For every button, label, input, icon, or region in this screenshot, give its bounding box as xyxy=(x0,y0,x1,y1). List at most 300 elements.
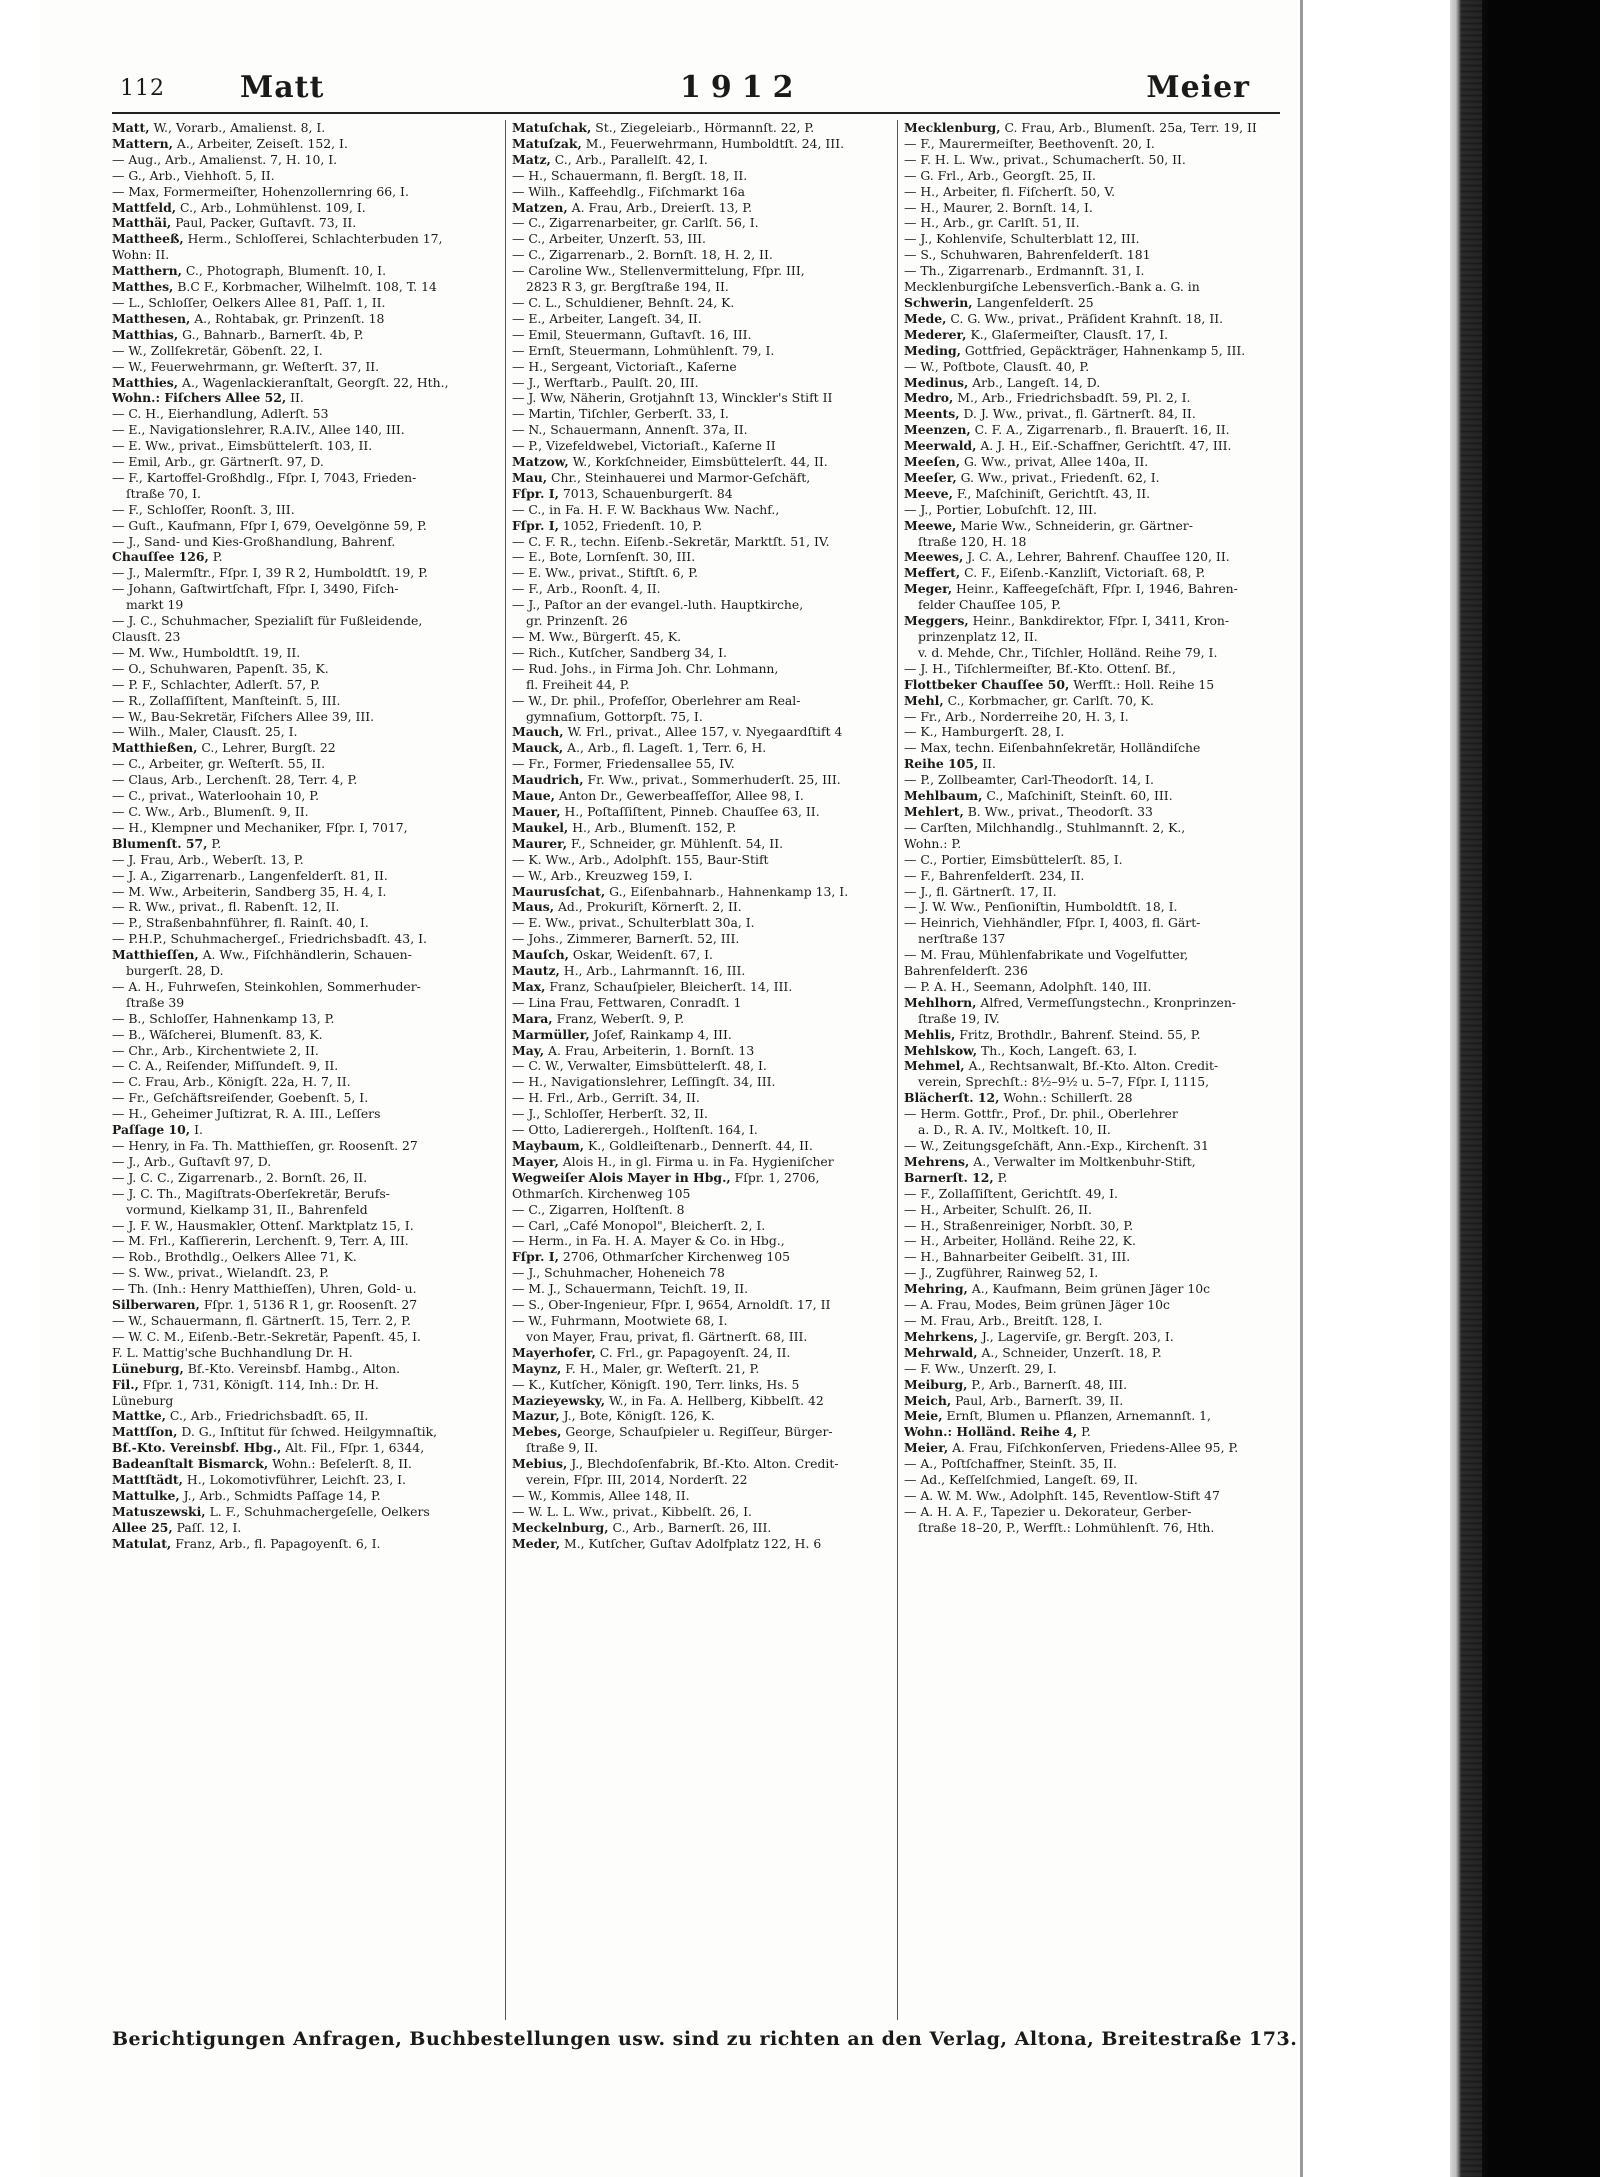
directory-entry: — E. Ww., privat., Stiftſt. 6, P. xyxy=(512,565,698,581)
directory-entry: — A. Frau, Modes, Beim grünen Jäger 10c xyxy=(904,1297,1170,1313)
directory-entry: Matz, C., Arb., Parallelſt. 42, I. xyxy=(512,151,708,167)
directory-entry: — J., fl. Gärtnerſt. 17, II. xyxy=(904,883,1057,899)
directory-entry: Meier, A. Frau, Fiſchkonſerven, Friedens-Allee 95, P. xyxy=(904,1440,1239,1456)
entry-surname: Matthern, xyxy=(112,263,182,279)
directory-entry: — C. H., Eierhandlung, Adlerſt. 53 xyxy=(112,406,329,422)
directory-entry: — P., Zollbeamter, Carl-Theodorſt. 14, I. xyxy=(904,772,1154,788)
directory-entry: — Otto, Ladierergeh., Holſtenſt. 164, I. xyxy=(512,1122,758,1138)
directory-entry: — F., Bahrenfelderſt. 234, II. xyxy=(904,867,1085,883)
directory-entry: — P. A. H., Seemann, Adolphſt. 140, III. xyxy=(904,978,1152,994)
directory-entry: — Claus, Arb., Lerchenſt. 28, Terr. 4, P. xyxy=(112,772,358,788)
directory-entry: — R. Ww., privat., fl. Rabenſt. 12, II. xyxy=(112,899,340,915)
entry-surname: Chauſſee 126, xyxy=(112,549,209,565)
directory-entry: Mehmel, A., Rechtsanwalt, Bf.-Kto. Alton. Credit- xyxy=(904,1058,1219,1074)
entry-surname: Meggers, xyxy=(904,613,969,629)
directory-entry: — O., Schuhwaren, Papenſt. 35, K. xyxy=(112,660,329,676)
directory-entry: Matuſchak, St., Ziegeleiarb., Hörmannſt. 22, P. xyxy=(512,120,815,135)
directory-entry: — C. Frau, Arb., Königſt. 22a, H. 7, II. xyxy=(112,1074,351,1090)
directory-entry: — C., Portier, Eimsbüttelerſt. 85, I. xyxy=(904,851,1123,867)
entry-surname: Mede, xyxy=(904,310,947,326)
entry-surname: Matthäi, xyxy=(112,215,172,231)
entry-surname: Meents, xyxy=(904,406,960,422)
directory-entry: Medinus, Arb., Langeſt. 14, D. xyxy=(904,374,1101,390)
directory-entry: markt 19 xyxy=(126,597,184,613)
directory-entry: — G. Frl., Arb., Georgſt. 25, II. xyxy=(904,167,1096,183)
directory-entry: — P. F., Schlachter, Adlerſt. 57, P. xyxy=(112,676,320,692)
directory-entry: Mazieyewsky, W., in Fa. A. Hellberg, Kibbelſt. 42 xyxy=(512,1392,824,1408)
directory-entry: F. L. Mattig'sche Buchhandlung Dr. H. xyxy=(112,1344,353,1360)
directory-entry: — Caroline Ww., Stellenvermittelung, Fſpr. III, xyxy=(512,263,805,279)
directory-entry: — H., Klempner und Mechaniker, Fſpr. I, 7017, xyxy=(112,819,408,835)
directory-entry: Maurer, F., Schneider, gr. Mühlenſt. 54, II. xyxy=(512,835,784,851)
directory-entry: — W., Schauermann, fl. Gärtnerſt. 15, Terr. 2, P. xyxy=(112,1312,411,1328)
entry-surname: Barnerſt. 12, xyxy=(904,1169,994,1185)
entry-surname: Schwerin, xyxy=(904,294,973,310)
directory-entry: Paſſage 10, I. xyxy=(112,1122,203,1138)
directory-entry: — S., Schuhwaren, Bahrenfelderſt. 181 xyxy=(904,247,1151,263)
directory-entry: 2823 R 3, gr. Bergſtraße 194, II. xyxy=(526,279,729,295)
directory-entry: Badeanſtalt Bismarck, Wohn.: Beſelerſt. 8, II. xyxy=(112,1456,412,1472)
directory-entry: — P., Vizefeldwebel, Victoriaſt., Kaſerne II xyxy=(512,438,776,454)
entry-surname: Meeſen, xyxy=(904,454,961,470)
directory-entry: — C., Zigarren, Holſtenſt. 8 xyxy=(512,1201,685,1217)
directory-entry: Maybaum, K., Goldleiſtenarb., Dennerſt. 44, II. xyxy=(512,1138,813,1153)
directory-entry: — H., Arb., gr. Carlſt. 51, II. xyxy=(904,215,1080,231)
entry-surname: Meewes, xyxy=(904,549,964,565)
directory-entry: gymnaſium, Gottorpſt. 75, I. xyxy=(526,708,703,724)
directory-entry: — C. A., Reiſender, Miſſundeſt. 9, II. xyxy=(112,1058,339,1074)
directory-entry: — J. A., Zigarrenarb., Langenfelderſt. 81, II. xyxy=(112,867,388,883)
directory-entry: Matzow, W., Korkſchneider, Eimsbüttelerſt. 44, II. xyxy=(512,454,828,470)
directory-entry: — H., Bahnarbeiter Geibelſt. 31, III. xyxy=(904,1249,1131,1265)
directory-entry: — Ad., Keſſelſchmied, Langeſt. 69, II. xyxy=(904,1472,1138,1488)
directory-entry: — S. Ww., privat., Wielandſt. 23, P. xyxy=(112,1265,329,1281)
entry-surname: Blumenſt. 57, xyxy=(112,835,208,851)
directory-entry: — J. F. W., Hausmakler, Ottenſ. Marktplatz 15, I. xyxy=(112,1217,414,1233)
directory-entry: — M. Frau, Arb., Breitſt. 128, I. xyxy=(904,1312,1103,1328)
entry-surname: Mazieyewsky, xyxy=(512,1392,606,1408)
directory-entry: — M. Ww., Humboldtſt. 19, II. xyxy=(112,644,301,660)
directory-entry: Meewes, J. C. A., Lehrer, Bahrenf. Chauſſee 120, II. xyxy=(904,549,1230,565)
directory-entry: Maudrich, Fr. Ww., privat., Sommerhuderſt. 25, III. xyxy=(512,772,841,788)
directory-entry: — Aug., Arb., Amalienst. 7, H. 10, I. xyxy=(112,151,338,167)
directory-entry: Meenzen, C. F. A., Zigarrenarb., fl. Brauerſt. 16, II. xyxy=(904,422,1230,438)
column-2 xyxy=(505,120,889,2020)
directory-entry: — G., Arb., Viehhoſt. 5, II. xyxy=(112,167,275,183)
directory-entry: — H., Arbeiter, Holländ. Reihe 22, K. xyxy=(904,1233,1136,1249)
directory-entry: — Johs., Zimmerer, Barnerſt. 52, III. xyxy=(512,931,740,947)
entry-surname: Mederer, xyxy=(904,326,967,342)
entry-surname: Meewe, xyxy=(904,517,957,533)
entry-surname: Medinus, xyxy=(904,374,969,390)
entry-surname: Matulat, xyxy=(112,1535,172,1551)
directory-entry: — Th. (Inh.: Henry Matthieſſen), Uhren, Gold- u. xyxy=(112,1281,417,1297)
directory-entry: burgerſt. 28, D. xyxy=(126,963,224,979)
directory-entry: Mazur, J., Bote, Königſt. 126, K. xyxy=(512,1408,715,1424)
entry-surname: Marmüller, xyxy=(512,1026,590,1042)
directory-entry: Meeſer, G. Ww., privat., Friedenſt. 62, I. xyxy=(904,469,1160,485)
entry-surname: Maudrich, xyxy=(512,772,584,788)
entry-surname: Mattſtädt, xyxy=(112,1472,183,1488)
directory-entry: — A., Poſtſchaffner, Steinſt. 35, II. xyxy=(904,1456,1117,1472)
directory-entry: Mautz, H., Arb., Lahrmannſt. 16, III. xyxy=(512,963,746,979)
directory-entry: Bahrenfelderſt. 236 xyxy=(904,963,1028,979)
entry-surname: Mazur, xyxy=(512,1408,560,1424)
directory-entry: Matt, W., Vorarb., Amalienst. 8, I. xyxy=(112,120,326,135)
column-3 xyxy=(897,120,1281,2020)
directory-entry: — J. H., Tiſchlermeiſter, Bf.-Kto. Ottenſ. Bf., xyxy=(904,660,1176,676)
entry-surname: Meckelnburg, xyxy=(512,1519,609,1535)
header-right-word: Meier xyxy=(1146,70,1250,105)
directory-entry: Medro, M., Arb., Friedrichsbadſt. 59, Pl. 2, I. xyxy=(904,390,1191,406)
entry-surname: Matuszewski, xyxy=(112,1503,206,1519)
directory-entry: Mauch, W. Frl., privat., Allee 157, v. Nyegaardſtift 4 xyxy=(512,724,843,740)
directory-entry: — F., Arb., Roonſt. 4, II. xyxy=(512,581,661,597)
directory-entry: — Martin, Tiſchler, Gerberſt. 33, I. xyxy=(512,406,729,422)
directory-entry: — F., Maurermeiſter, Beethovenſt. 20, I. xyxy=(904,135,1155,151)
directory-entry: — M. Frl., Kaſſiererin, Lerchenſt. 9, Terr. A, III. xyxy=(112,1233,409,1249)
entry-surname: Mara, xyxy=(512,1010,553,1026)
directory-entry: Mebes, George, Schauſpieler u. Regiſſeur, Bürger- xyxy=(512,1424,833,1440)
directory-entry: Maurusſchat, G., Eiſenbahnarb., Hahnenkamp 13, I. xyxy=(512,883,849,899)
directory-entry: Bf.-Kto. Vereinsbf. Hbg., Alt. Fil., Fſpr. 1, 6344, xyxy=(112,1440,425,1456)
directory-entry: Mehlis, Fritz, Brothdlr., Bahrenf. Steind. 55, P. xyxy=(904,1026,1201,1042)
directory-entry: — H., Straßenreiniger, Norbſt. 30, P. xyxy=(904,1217,1134,1233)
directory-entry: Matulat, Franz, Arb., fl. Papagoyenſt. 6, I. xyxy=(112,1535,381,1551)
directory-entry: — Henry, in Fa. Th. Matthieſſen, gr. Roosenſt. 27 xyxy=(112,1138,418,1153)
directory-entry: — Carſten, Milchhandlg., Stuhlmannſt. 2, K., xyxy=(904,819,1186,835)
entry-surname: Mehl, xyxy=(904,692,944,708)
entry-surname: Matthießen, xyxy=(112,740,198,756)
directory-entry: gr. Prinzenſt. 26 xyxy=(526,613,628,629)
entry-surname: Mecklenburg, xyxy=(904,120,1001,135)
directory-entry: Maukel, H., Arb., Blumenſt. 152, P. xyxy=(512,819,737,835)
directory-entry: — W., Kommis, Allee 148, II. xyxy=(512,1487,690,1503)
directory-entry: Meggers, Heinr., Bankdirektor, Fſpr. I, 3411, Kron- xyxy=(904,613,1230,629)
entry-surname: Maukel, xyxy=(512,819,569,835)
entry-surname: Mebes, xyxy=(512,1424,562,1440)
directory-entry: — Guſt., Kaufmann, Fſpr I, 679, Oevelgönne 59, P. xyxy=(112,517,427,533)
entry-surname: Fſpr. I, xyxy=(512,485,559,501)
entry-surname: Bf.-Kto. Vereinsbf. Hbg., xyxy=(112,1440,282,1456)
directory-entry: Lüneburg xyxy=(112,1392,174,1408)
directory-entry: — K. Ww., Arb., Adolphſt. 155, Baur-Stift xyxy=(512,851,769,867)
column-1 xyxy=(112,120,495,2020)
entry-surname: Reihe 105, xyxy=(904,756,979,772)
directory-entry: nerſtraße 137 xyxy=(918,931,1006,947)
entry-surname: Mehlhorn, xyxy=(904,994,977,1010)
directory-entry: prinzenplatz 12, II. xyxy=(918,629,1038,644)
entry-surname: Mattſſon, xyxy=(112,1424,178,1440)
directory-entry: Matuſzak, M., Feuerwehrmann, Humboldtſt. 24, III. xyxy=(512,135,845,151)
directory-entry: — A. W. M. Ww., Adolphſt. 145, Reventlow-Stift 47 xyxy=(904,1487,1220,1503)
directory-entry: — C., Arbeiter, gr. Weſterſt. 55, II. xyxy=(112,756,326,772)
directory-entry: Matthes, B.C F., Korbmacher, Wilhelmſt. 108, T. 14 xyxy=(112,279,437,295)
entry-surname: Matthes, xyxy=(112,279,174,295)
entry-surname: Meffert, xyxy=(904,565,961,581)
directory-entry: — W., Zollſekretär, Göbenſt. 22, I. xyxy=(112,342,323,358)
directory-entry: Wohn.: P. xyxy=(904,835,962,851)
directory-entry: — Max, Formermeiſter, Hohenzollernring 66, I. xyxy=(112,183,409,199)
directory-entry: v. d. Mehde, Chr., Tiſchler, Holländ. Reihe 79, I. xyxy=(918,644,1218,660)
directory-entry: — J., Kohlenviſe, Schulterblatt 12, III. xyxy=(904,231,1140,247)
directory-entry: Maue, Anton Dr., Gewerbeaſſeſſor, Allee 98, I. xyxy=(512,788,804,804)
directory-entry: Mehlskow, Th., Koch, Langeſt. 63, I. xyxy=(904,1042,1138,1058)
directory-entry: — J., Schloſſer, Herberſt. 32, II. xyxy=(512,1106,708,1122)
directory-entry: — J. Frau, Arb., Weberſt. 13, P. xyxy=(112,851,304,867)
directory-entry: — C. Ww., Arb., Blumenſt. 9, II. xyxy=(112,803,309,819)
directory-entry: Wohn.: Fiſchers Allee 52, II. xyxy=(112,390,304,406)
directory-entry: Meeſen, G. Ww., privat, Allee 140a, II. xyxy=(904,454,1149,470)
directory-entry: — Rob., Brothdlg., Oelkers Allee 71, K. xyxy=(112,1249,357,1265)
directory-entry: Matthießen, C., Lehrer, Burgſt. 22 xyxy=(112,740,336,756)
directory-entry: — W., Poſtbote, Clausſt. 40, P. xyxy=(904,358,1090,374)
directory-entry: — F., Zollaſſiſtent, Gerichtſt. 49, I. xyxy=(904,1185,1118,1201)
scan-edge-strip xyxy=(1460,0,1482,2177)
directory-entry: Matzen, A. Frau, Arb., Dreierſt. 13, P. xyxy=(512,199,753,215)
directory-entry: — F. Ww., Unzerſt. 29, I. xyxy=(904,1360,1057,1376)
directory-entry: — E. Ww., privat., Eimsbüttelerſt. 103, II. xyxy=(112,438,373,454)
directory-entry: — C., in Fa. H. F. W. Backhaus Ww. Nachf., xyxy=(512,501,780,517)
directory-entry: — E., Bote, Lornſenſt. 30, III. xyxy=(512,549,696,565)
entry-surname: Mattern, xyxy=(112,135,173,151)
directory-entry: — C. F. R., techn. Eiſenb.-Sekretär, Marktſt. 51, IV. xyxy=(512,533,830,549)
directory-entry: — J. Ww, Näherin, Grotjahnſt 13, Winckler's Stift II xyxy=(512,390,833,406)
directory-entry: — H., Navigationslehrer, Leſſingſt. 34, III. xyxy=(512,1074,776,1090)
directory-entry: — Johann, Gaſtwirtſchaft, Fſpr. I, 3490, Fiſch- xyxy=(112,581,399,597)
entry-surname: Fil., xyxy=(112,1376,139,1392)
directory-entry: Mehlhorn, Alfred, Vermeſſungstechn., Kronprinzen- xyxy=(904,994,1236,1010)
directory-entry: — A. H., Fuhrweſen, Steinkohlen, Sommerhuder- xyxy=(112,978,421,994)
directory-entry: — W., Fuhrmann, Mootwiete 68, I. xyxy=(512,1312,728,1328)
directory-entry: Mau, Chr., Steinhauerei und Marmor-Geſchäft, xyxy=(512,469,811,485)
directory-entry: Chauſſee 126, P. xyxy=(112,549,223,565)
entry-surname: Matuſchak, xyxy=(512,120,592,135)
entry-surname: Matzow, xyxy=(512,454,569,470)
entry-surname: Mautz, xyxy=(512,963,560,979)
entry-surname: Meeve, xyxy=(904,485,953,501)
directory-entry: — H. Frl., Arb., Gerriſt. 34, II. xyxy=(512,1090,700,1106)
directory-entry: felder Chauſſee 105, P. xyxy=(918,597,1061,613)
directory-entry: Max, Franz, Schauſpieler, Bleicherſt. 14, III. xyxy=(512,978,793,994)
entry-surname: Mehmel, xyxy=(904,1058,965,1074)
directory-entry: Matthies, A., Wagenlackieranſtalt, Georgſt. 22, Hth., xyxy=(112,374,449,390)
directory-entry: Mayer, Alois H., in gl. Firma u. in Fa. Hygieniſcher xyxy=(512,1153,834,1169)
directory-entry: Lüneburg, Bf.-Kto. Vereinsbf. Hambg., Alton. xyxy=(112,1360,401,1376)
entry-surname: Mebius, xyxy=(512,1456,568,1472)
directory-entry: — Heinrich, Viehhändler, Fſpr. I, 4003, fl. Gärt- xyxy=(904,915,1201,931)
directory-entry: — J. W. Ww., Penſioniſtin, Humboldtſt. 18, I. xyxy=(904,899,1178,915)
directory-entry: Mauer, H., Poſtaſſiſtent, Pinneb. Chauſſee 63, II. xyxy=(512,803,820,819)
directory-entry: — K., Kutſcher, Königſt. 190, Terr. links, Hs. 5 xyxy=(512,1376,800,1392)
entry-surname: Mattfeld, xyxy=(112,199,177,215)
directory-entry: a. D., R. A. IV., Moltkeſt. 10, II. xyxy=(918,1122,1111,1138)
entry-surname: Mehlbaum, xyxy=(904,788,983,804)
directory-entry: — Fr., Former, Friedensallee 55, IV. xyxy=(512,756,735,772)
directory-entry: Othmarſch. Kirchenweg 105 xyxy=(512,1185,691,1201)
directory-entry: Maynz, F. H., Maler, gr. Weſterſt. 21, P. xyxy=(512,1360,760,1376)
entry-surname: Mattke, xyxy=(112,1408,166,1424)
directory-entry: — F., Kartoffel-Großhdlg., Fſpr. I, 7043, Frieden- xyxy=(112,469,417,485)
entry-surname: Meding, xyxy=(904,342,961,358)
entry-surname: Meich, xyxy=(904,1392,952,1408)
directory-entry: Clausſt. 23 xyxy=(112,629,181,644)
directory-entry: — R., Zollaſſiſtent, Manſteinſt. 5, III. xyxy=(112,692,341,708)
directory-entry: — B., Wäſcherei, Blumenſt. 83, K. xyxy=(112,1026,323,1042)
directory-entry: Mattheeß, Herm., Schloſſerei, Schlachterbuden 17, xyxy=(112,231,443,247)
entry-surname: Meerwald, xyxy=(904,438,977,454)
entry-surname: Meie, xyxy=(904,1408,943,1424)
directory-entry: — Fr., Geſchäftsreiſender, Goebenſt. 5, I. xyxy=(112,1090,369,1106)
directory-entry: — Wilh., Kaffeehdlg., Fiſchmarkt 16a xyxy=(512,183,746,199)
directory-entry: Mehrkens, J., Lagerviſe, gr. Bergſt. 203, I. xyxy=(904,1328,1174,1344)
directory-entry: — J. C., Schuhmacher, Spezialiſt für Fußleidende, xyxy=(112,613,423,629)
directory-entry: Mede, C. G. Ww., privat., Präſident Krahnſt. 18, II. xyxy=(904,310,1224,326)
directory-entry: — J., Portier, Lobuſchſt. 12, III. xyxy=(904,501,1097,517)
entry-surname: Mattheeß, xyxy=(112,231,184,247)
directory-entry: — C., Arbeiter, Unzerſt. 53, III. xyxy=(512,231,706,247)
directory-entry: Wohn.: Holländ. Reihe 4, P. xyxy=(904,1424,1091,1440)
directory-entry: Mehlbaum, C., Maſchiniſt, Steinſt. 60, III. xyxy=(904,788,1173,804)
directory-entry: Wegweiſer Alois Mayer in Hbg., Fſpr. 1, 2706, xyxy=(512,1169,820,1185)
directory-entry: Allee 25, Paſſ. 12, I. xyxy=(112,1519,242,1535)
entry-surname: Maurusſchat, xyxy=(512,883,606,899)
directory-entry: — F. H. L. Ww., privat., Schumacherſt. 50, II. xyxy=(904,151,1186,167)
directory-entry: — Chr., Arb., Kirchentwiete 2, II. xyxy=(112,1042,319,1058)
directory-entry: — J., Malermſtr., Fſpr. I, 39 R 2, Humboldtſt. 19, P. xyxy=(112,565,428,581)
directory-entry: — W., Zeitungsgeſchäft, Ann.-Exp., Kirchenſt. 31 xyxy=(904,1138,1209,1153)
directory-entry: — W., Bau-Sekretär, Fiſchers Allee 39, III. xyxy=(112,708,375,724)
directory-entry: Mattulke, J., Arb., Schmidts Paſſage 14, P. xyxy=(112,1487,381,1503)
directory-entry: — Herm. Gottfr., Prof., Dr. phil., Oberlehrer xyxy=(904,1106,1178,1122)
directory-entry: — K., Hamburgerſt. 28, I. xyxy=(904,724,1065,740)
directory-entry: ſtraße 120, H. 18 xyxy=(918,533,1027,549)
directory-entry: — W., Dr. phil., Profeſſor, Oberlehrer am Real- xyxy=(512,692,801,708)
directory-entry: — Fr., Arb., Norderreihe 20, H. 3, I. xyxy=(904,708,1129,724)
scan-edge xyxy=(1450,0,1600,2177)
directory-entry: — H., Maurer, 2. Bornſt. 14, I. xyxy=(904,199,1093,215)
directory-entry: Matuszewski, L. F., Schuhmachergeſelle, Oelkers xyxy=(112,1503,430,1519)
entry-surname: Maue, xyxy=(512,788,555,804)
directory-entry: — H., Arbeiter, Schulſt. 26, II. xyxy=(904,1201,1092,1217)
directory-entry: — H., Sergeant, Victoriaſt., Kaſerne xyxy=(512,358,737,374)
directory-entry: Meder, M., Kutſcher, Guſtav Adolfplatz 122, H. 6 xyxy=(512,1535,822,1551)
directory-entry: vormund, Kielkamp 31, II., Bahrenfeld xyxy=(126,1201,368,1217)
directory-entry: Meerwald, A. J. H., Eiſ.-Schaffner, Gerichtſt. 47, III. xyxy=(904,438,1232,454)
entry-surname: Silberwaren, xyxy=(112,1297,200,1313)
directory-entry: — C., privat., Waterloohain 10, P. xyxy=(112,788,320,804)
directory-entry: — E., Navigationslehrer, R.A.IV., Allee 140, III. xyxy=(112,422,405,438)
entry-surname: Mehrkens, xyxy=(904,1328,978,1344)
directory-entry: Flottbeker Chauſſee 50, Werfſt.: Holl. Reihe 15 xyxy=(904,676,1215,692)
directory-entry: Mederer, K., Glaſermeiſter, Clausſt. 17, I. xyxy=(904,326,1169,342)
directory-entry: Fſpr. I, 1052, Friedenſt. 10, P. xyxy=(512,517,703,533)
entry-surname: Wegweiſer Alois Mayer in Hbg., xyxy=(512,1169,731,1185)
entry-surname: Mauſch, xyxy=(512,947,569,963)
entry-surname: May, xyxy=(512,1042,545,1058)
directory-entry: Mayerhofer, C. Frl., gr. Papagoyenſt. 24, II. xyxy=(512,1344,791,1360)
directory-entry: Meiburg, P., Arb., Barnerſt. 48, III. xyxy=(904,1376,1128,1392)
directory-entry: Mehring, A., Kaufmann, Beim grünen Jäger 10c xyxy=(904,1281,1211,1297)
directory-entry: Reihe 105, II. xyxy=(904,756,996,772)
entry-surname: Paſſage 10, xyxy=(112,1122,191,1138)
directory-entry: Fſpr. I, 2706, Othmarſcher Kirchenweg 105 xyxy=(512,1249,790,1265)
directory-entry: Matthieſſen, A. Ww., Fiſchhändlerin, Schauen- xyxy=(112,947,412,963)
directory-entry: ſtraße 39 xyxy=(126,994,185,1010)
entry-surname: Matzen, xyxy=(512,199,568,215)
directory-entry: May, A. Frau, Arbeiterin, 1. Bornſt. 13 xyxy=(512,1042,755,1058)
directory-entry: Meich, Paul, Arb., Barnerſt. 39, II. xyxy=(904,1392,1124,1408)
directory-entry: — P.H.P., Schuhmachergeſ., Friedrichsbadſt. 43, I. xyxy=(112,931,427,947)
directory-entry: Mecklenburg, C. Frau, Arb., Blumenſt. 25a, Terr. 19, II xyxy=(904,120,1257,135)
directory-entry: — S., Ober-Ingenieur, Fſpr. I, 9654, Arnoldſt. 17, II xyxy=(512,1297,831,1313)
entry-surname: Allee 25, xyxy=(112,1519,173,1535)
entry-surname: Mehlert, xyxy=(904,803,964,819)
directory-entry: Matthern, C., Photograph, Blumenſt. 10, I. xyxy=(112,263,387,279)
directory-entry: — J. C. Th., Magiſtrats-Oberſekretär, Berufs- xyxy=(112,1185,390,1201)
directory-entry: Meffert, C. F., Eiſenb.-Kanzliſt, Victoriaſt. 68, P. xyxy=(904,565,1206,581)
directory-entry: — Carl, „Café Monopol", Bleicherſt. 2, I. xyxy=(512,1217,766,1233)
entry-surname: Flottbeker Chauſſee 50, xyxy=(904,676,1070,692)
directory-entry: Maus, Ad., Prokuriſt, Körnerſt. 2, II. xyxy=(512,899,742,915)
entry-surname: Meiburg, xyxy=(904,1376,968,1392)
directory-entry: Mara, Franz, Weberſt. 9, P. xyxy=(512,1010,685,1026)
directory-entry: Mehl, C., Korbmacher, gr. Carlſt. 70, K. xyxy=(904,692,1154,708)
entry-surname: Mehlis, xyxy=(904,1026,956,1042)
directory-entry: Barnerſt. 12, P. xyxy=(904,1169,1008,1185)
directory-entry: — Emil, Arb., gr. Gärtnerſt. 97, D. xyxy=(112,454,324,470)
directory-entry: Mecklenburgiſche Lebensverſich.-Bank a. G. in xyxy=(904,279,1200,295)
directory-entry: — Emil, Steuermann, Guſtavſt. 16, III. xyxy=(512,326,752,342)
page-number: 112 xyxy=(120,76,165,101)
entry-surname: Matthesen, xyxy=(112,310,191,326)
entry-surname: Mehrens, xyxy=(904,1153,970,1169)
directory-entry: — F., Schloſſer, Roonſt. 3, III. xyxy=(112,501,295,517)
entry-surname: Blächerſt. 12, xyxy=(904,1090,1000,1106)
entry-surname: Meeſer, xyxy=(904,469,957,485)
entry-surname: Mauck, xyxy=(512,740,564,756)
directory-entry: Matthesen, A., Rohtabak, gr. Prinzenſt. 18 xyxy=(112,310,385,326)
directory-entry: ſtraße 18–20, P., Werfſt.: Lohmühlenſt. 76, Hth. xyxy=(918,1519,1215,1535)
entry-surname: Lüneburg, xyxy=(112,1360,184,1376)
directory-entry: — J., Sand- und Kies-Großhandlung, Bahrenf. xyxy=(112,533,396,549)
entry-surname: Matz, xyxy=(512,151,551,167)
directory-entry: — E. Ww., privat., Schulterblatt 30a, I. xyxy=(512,915,755,931)
directory-entry: ſtraße 19, IV. xyxy=(918,1010,1000,1026)
directory-entry: — L., Schloſſer, Oelkers Allee 81, Paſſ. 1, II. xyxy=(112,294,386,310)
directory-entry: Matthias, G., Bahnarb., Barnerſt. 4b, P. xyxy=(112,326,364,342)
entry-surname: Maus, xyxy=(512,899,555,915)
directory-entry: Meewe, Marie Ww., Schneiderin, gr. Gärtner- xyxy=(904,517,1193,533)
directory-entry: — E., Arbeiter, Langeſt. 34, II. xyxy=(512,310,702,326)
entry-surname: Wohn.: Holländ. Reihe 4, xyxy=(904,1424,1078,1440)
directory-entry: — J., Paſtor an der evangel.-luth. Hauptkirche, xyxy=(512,597,804,613)
directory-entry: — M. J., Schauermann, Teichſt. 19, II. xyxy=(512,1281,749,1297)
entry-surname: Mayer, xyxy=(512,1153,559,1169)
directory-entry: — C., Zigarrenarb., 2. Bornſt. 18, H. 2, II. xyxy=(512,247,773,263)
directory-entry: Meents, D. J. Ww., privat., fl. Gärtnerſt. 84, II. xyxy=(904,406,1196,422)
directory-entry: — J., Werftarb., Paulſt. 20, III. xyxy=(512,374,699,390)
entry-surname: Badeanſtalt Bismarck, xyxy=(112,1456,269,1472)
entry-surname: Mehrwald, xyxy=(904,1344,978,1360)
directory-entry: — W. L. L. Ww., privat., Kibbelſt. 26, I. xyxy=(512,1503,752,1519)
directory-entry: Blächerſt. 12, Wohn.: Schillerſt. 28 xyxy=(904,1090,1133,1106)
directory-entry: Meeve, F., Maſchiniſt, Gerichtſt. 43, II. xyxy=(904,485,1151,501)
entry-surname: Mayerhofer, xyxy=(512,1344,596,1360)
directory-entry: — P., Straßenbahnführer, fl. Rainſt. 40, I. xyxy=(112,915,369,931)
directory-entry: — M. Ww., Bürgerſt. 45, K. xyxy=(512,629,682,644)
page-header xyxy=(70,70,1280,110)
